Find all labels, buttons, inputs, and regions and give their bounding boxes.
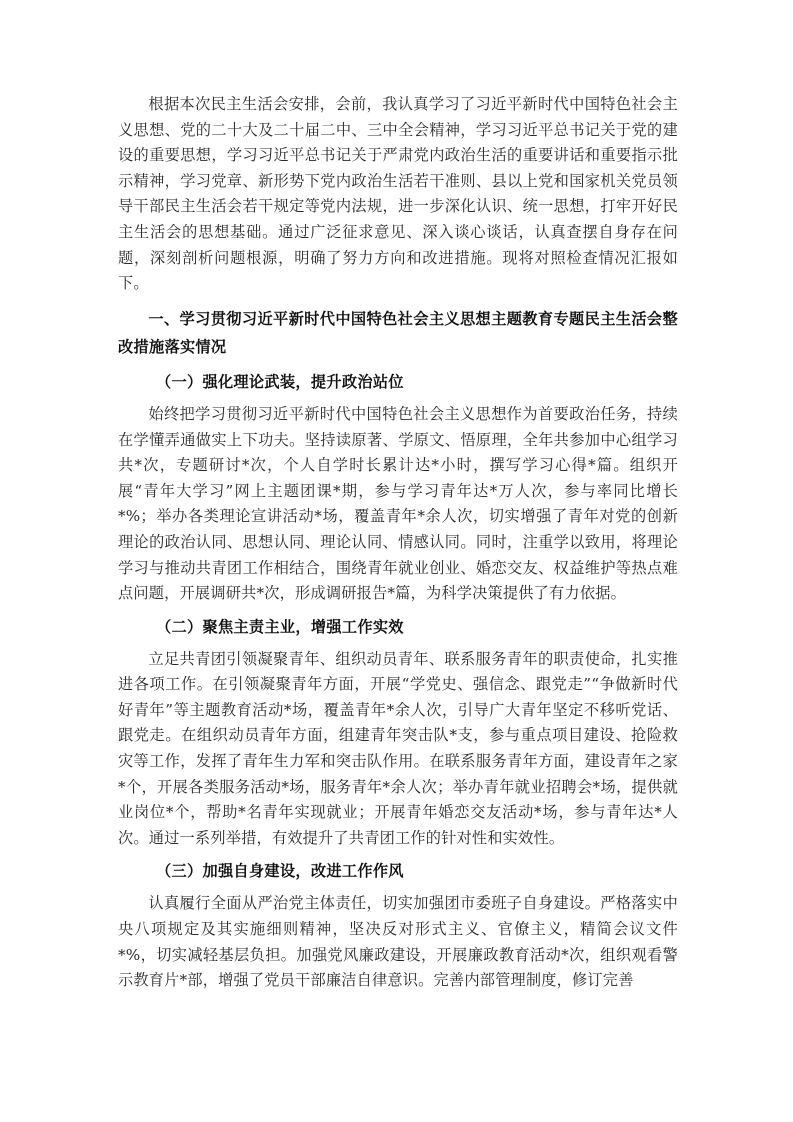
- subsection-heading-1: （一）强化理论武装，提升政治站位: [156, 372, 404, 391]
- document-page: [118, 92, 678, 994]
- intro-paragraph: 根据本次民主生活会安排，会前，我认真学习了习近平新时代中国特色社会主义思想、党的二十大及二十届二中、三中全会精神，学习习近平总书记关于党的建设的重要思想，学习习近平总书记关于严肃党内政治生活的重要讲话和重要指示批示精神，学习党章、新形势下党内政治生活若干准则、县以上党和国家机关党员领导干部民主生活会若干规定等党内法规，进一步深化认识、统一思想，打牢开好民主生活会的思想基础。通过广泛征求意见、深入谈心谈话，认真查摆自身存在问题，深刻剖析问题根源，明确了努力方向和改进措施。现将对照检查情况汇报如下。: [118, 95, 678, 293]
- subsection-heading-3: （三）加强自身建设，改进工作作风: [156, 862, 404, 881]
- section-heading-1: 一、学习贯彻习近平新时代中国特色社会主义思想主题教育专题民主生活会整改措施落实情况: [118, 309, 678, 357]
- subsection-heading-2: （二）聚焦主责主业，增强工作实效: [156, 617, 404, 636]
- subsection-body-2: 立足共青团引领凝聚青年、组织动员青年、联系服务青年的职责使命，扎实推进各项工作。在引领凝聚青年方面，开展“学党史、强信念、跟党走”“争做新时代好青年”等主题教育活动*场，覆盖青年*余人次，引导广大青年坚定不移听党话、跟党走。在组织动员青年方面，组建青年突击队*支，参与重点项目建设、抢险救灾等工作，发挥了青年生力军和突击队作用。在联系服务青年方面，建设青年之家*个，开展各类服务活动*场，服务青年*余人次；举办青年就业招聘会*场，提供就业岗位*个，帮助*名青年实现就业；开展青年婚恋交友活动*场，参与青年达*人次。通过一系列举措，有效提升了共青团工作的针对性和实效性。: [118, 649, 678, 847]
- subsection-body-3: 认真履行全面从严治党主体责任，切实加强团市委班子自身建设。严格落实中央八项规定及其实施细则精神，坚决反对形式主义、官僚主义，精简会议文件*%，切实减轻基层负担。加强党风廉政建设，开展廉政教育活动*次，组织观看警示教育片*部，增强了党员干部廉洁自律意识。完善内部管理制度，修订完善: [118, 894, 678, 990]
- subsection-body-1: 始终把学习贯彻习近平新时代中国特色社会主义思想作为首要政治任务，持续在学懂弄通做实上下功夫。坚持读原著、学原文、悟原理，全年共参加中心组学习共*次，专题研讨*次，个人自学时长累计达*小时，撰写学习心得*篇。组织开展“青年大学习”网上主题团课*期，参与学习青年达*万人次，参与率同比增长*%；举办各类理论宣讲活动*场，覆盖青年*余人次，切实增强了青年对党的创新理论的政治认同、思想认同、理论认同、情感认同。同时，注重学以致用，将理论学习与推动共青团工作相结合，围绕青年就业创业、婚恋交友、权益维护等热点难点问题，开展调研共*次，形成调研报告*篇，为科学决策提供了有力依据。: [118, 404, 678, 603]
